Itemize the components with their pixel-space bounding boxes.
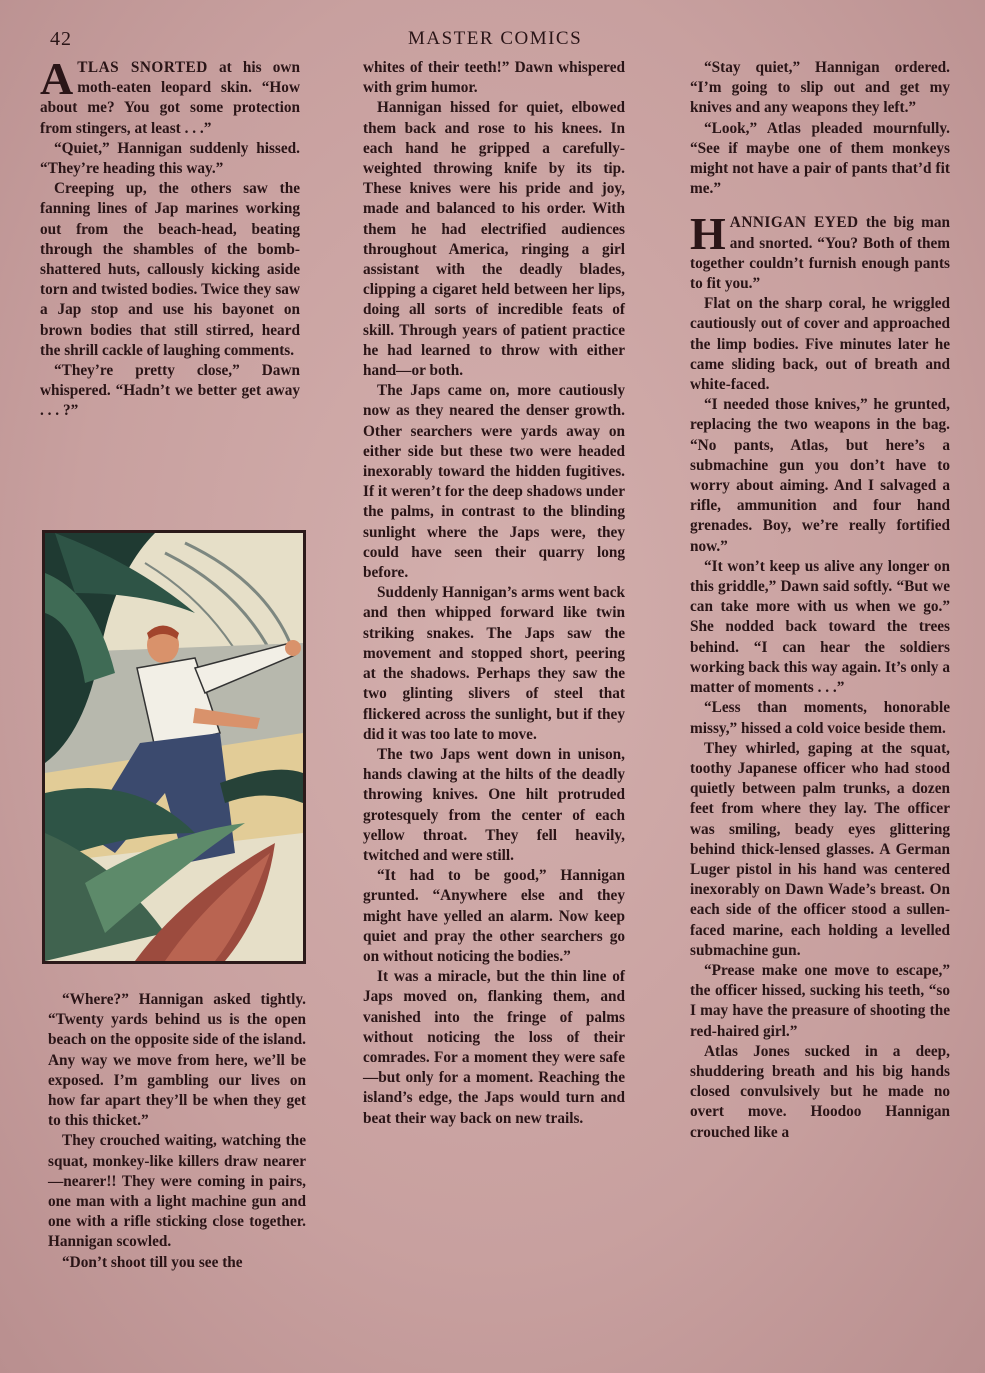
paragraph: The two Japs went down in unison, hands clawing at the hilts of the deadly throwing knives. One hilt protruded grotesquely from the center of each yellow throat. They fell heavily, twitched and were still.: [363, 745, 625, 864]
section-break: [690, 199, 950, 213]
paragraph-text: at his own moth-eaten leopard skin. “How about me? You got some protection from stingers, at least . . .”: [40, 59, 300, 137]
paragraph: “It won’t keep us alive any longer on this griddle,” Dawn said softly. “But we can take more with us when we go.” She nodded back toward the trees behind. “I can hear the soldiers working back this way again. It’s only a matter of moments . . .”: [690, 557, 950, 697]
paragraph: “Quiet,” Hannigan suddenly hissed. “They’re heading this way.”: [40, 139, 300, 178]
paragraph: Suddenly Hannigan’s arms went back and then whipped forward like twin striking snakes. The Japs saw the movement and stopped short, peering at the shadows. Perhaps they saw the two glinting slivers of steel that flickered across the sunlight, but if they did it was too late to move.: [363, 584, 625, 743]
paragraph: “Look,” Atlas pleaded mournfully. “See if maybe one of them monkeys might not have a pair of pants that’d fit me.”: [690, 119, 950, 198]
paragraph: They whirled, gaping at the squat, toothy Japanese officer who had stood quietly between palm trunks, a dozen feet from where they lay. The officer was smiling, beady eyes glittering behind thick-lensed glasses. A German Luger pistol in his hand was centered inexorably on Dawn Wade’s breast. On each side of the officer stood a sullen-faced marine, each holding a levelled submachine gun.: [690, 739, 950, 959]
paragraph: Flat on the sharp coral, he wriggled cautiously out of cover and approached the limp bodies. Five minutes later he came sliding back, out of breath and white-faced.: [690, 295, 950, 394]
paragraph: “I needed those knives,” he grunted, replacing the two weapons in the bag. “No pants, Atlas, but here’s a submachine gun you don’t have to worry about aiming. And I salvaged a rifle, ammunition and four hand grenades. Boy, we’re really fortified now.”: [690, 396, 950, 555]
paragraph: “It had to be good,” Hannigan grunted. “Anywhere else and they might have yelled an alarm. Now keep quiet and pray the other searchers go on without noticing the bodies.”: [363, 867, 625, 965]
paragraph: “Don’t shoot till you see the: [62, 1253, 243, 1271]
paragraph-text: the big man and snorted. “You? Both of them together couldn’t furnish enough pants to fit you.”: [690, 214, 950, 293]
paragraph: They crouched waiting, watching the squat, monkey-like killers draw nearer—nearer!! They were coming in pairs, one man with a light machine gun and one with a rifle sticking close together. Hannigan scowled.: [48, 1132, 306, 1251]
paragraph: The Japs came on, more cautiously now as they neared the denser growth. Other searchers were yards away on either side but these two were headed inexorably toward the hidden fugitives. If it weren’t for the deep shadows under the palms, in contrast to the blinding sunlight where the Japs were, they could have seen their quarry long before.: [363, 382, 625, 582]
column-1-bottom: [48, 990, 306, 1273]
column-2: [363, 58, 625, 1129]
lead-in: ANNIGAN EYED: [729, 214, 859, 232]
page-number: 42: [50, 28, 72, 50]
paragraph: Hannigan hissed for quiet, elbowed them back and rose to his knees. In each hand he gripped a carefully-weighted throwing knife by its tip. These knives were his pride and joy, made and balanced to his order. With them he had electrified audiences throughout America, ringing a girl assistant with the deadly blades, clipping a cigaret held between her lips, doing all sorts of incredible feats of skill. Through years of patient practice he had learned to throw with either hand—or both.: [363, 99, 625, 380]
paragraph: “Where?” Hannigan asked tightly. “Twenty yards behind us is the open beach on the opposite side of the island. Any way we move from here, we’ll be exposed. I’m gambling our lives on how far apart they’ll be when they get to this thicket.”: [48, 991, 306, 1130]
paragraph: whites of their teeth!” Dawn whispered with grim humor.: [363, 59, 625, 97]
column-1-top: [40, 53, 300, 422]
paragraph: Atlas Jones sucked in a deep, shuddering breath and his big hands closed convulsively but he made no overt move. Hoodoo Hannigan crouched like a: [690, 1042, 950, 1141]
column-3: [690, 58, 950, 1143]
running-head: MASTER COMICS: [408, 28, 583, 49]
paragraph: “Less than moments, honorable missy,” hissed a cold voice beside them.: [690, 699, 950, 737]
section-opening-paragraph: [690, 208, 950, 294]
comic-illustration: [42, 530, 306, 964]
paragraph: “They’re pretty close,” Dawn whispered. “Hadn’t we better get away . . . ?”: [40, 362, 300, 420]
drop-cap: A: [40, 53, 74, 104]
drop-cap: H: [690, 208, 726, 260]
paragraph: “Stay quiet,” Hannigan ordered. “I’m going to slip out and get my knives and any weapons they left.”: [690, 59, 950, 117]
comic-panel-man-throwing-knives-icon: [45, 533, 303, 961]
lead-in: TLAS SNORTED: [77, 59, 208, 76]
paragraph: “Prease make one move to escape,” the officer hissed, sucking his teeth, “so I may have the preasure of shooting the red-haired girl.”: [690, 961, 950, 1040]
paragraph: Creeping up, the others saw the fanning lines of Jap marines working out from the beach-head, beating through the shambles of the bomb-shattered huts, callously kicking aside torn and twisted bodies. Twice they saw a Jap stop and use his bayonet on brown bodies that still stirred, heard the shrill cackle of laughing comments.: [40, 180, 300, 359]
paragraph: It was a miracle, but the thin line of Japs moved on, flanking them, and vanished into the fringe of palms without noticing the loss of their comrades. For a moment they were safe—but only for a moment. Reaching the island’s edge, the Japs would turn and beat their way back on new trails.: [363, 968, 625, 1127]
opening-paragraph: [40, 53, 300, 139]
